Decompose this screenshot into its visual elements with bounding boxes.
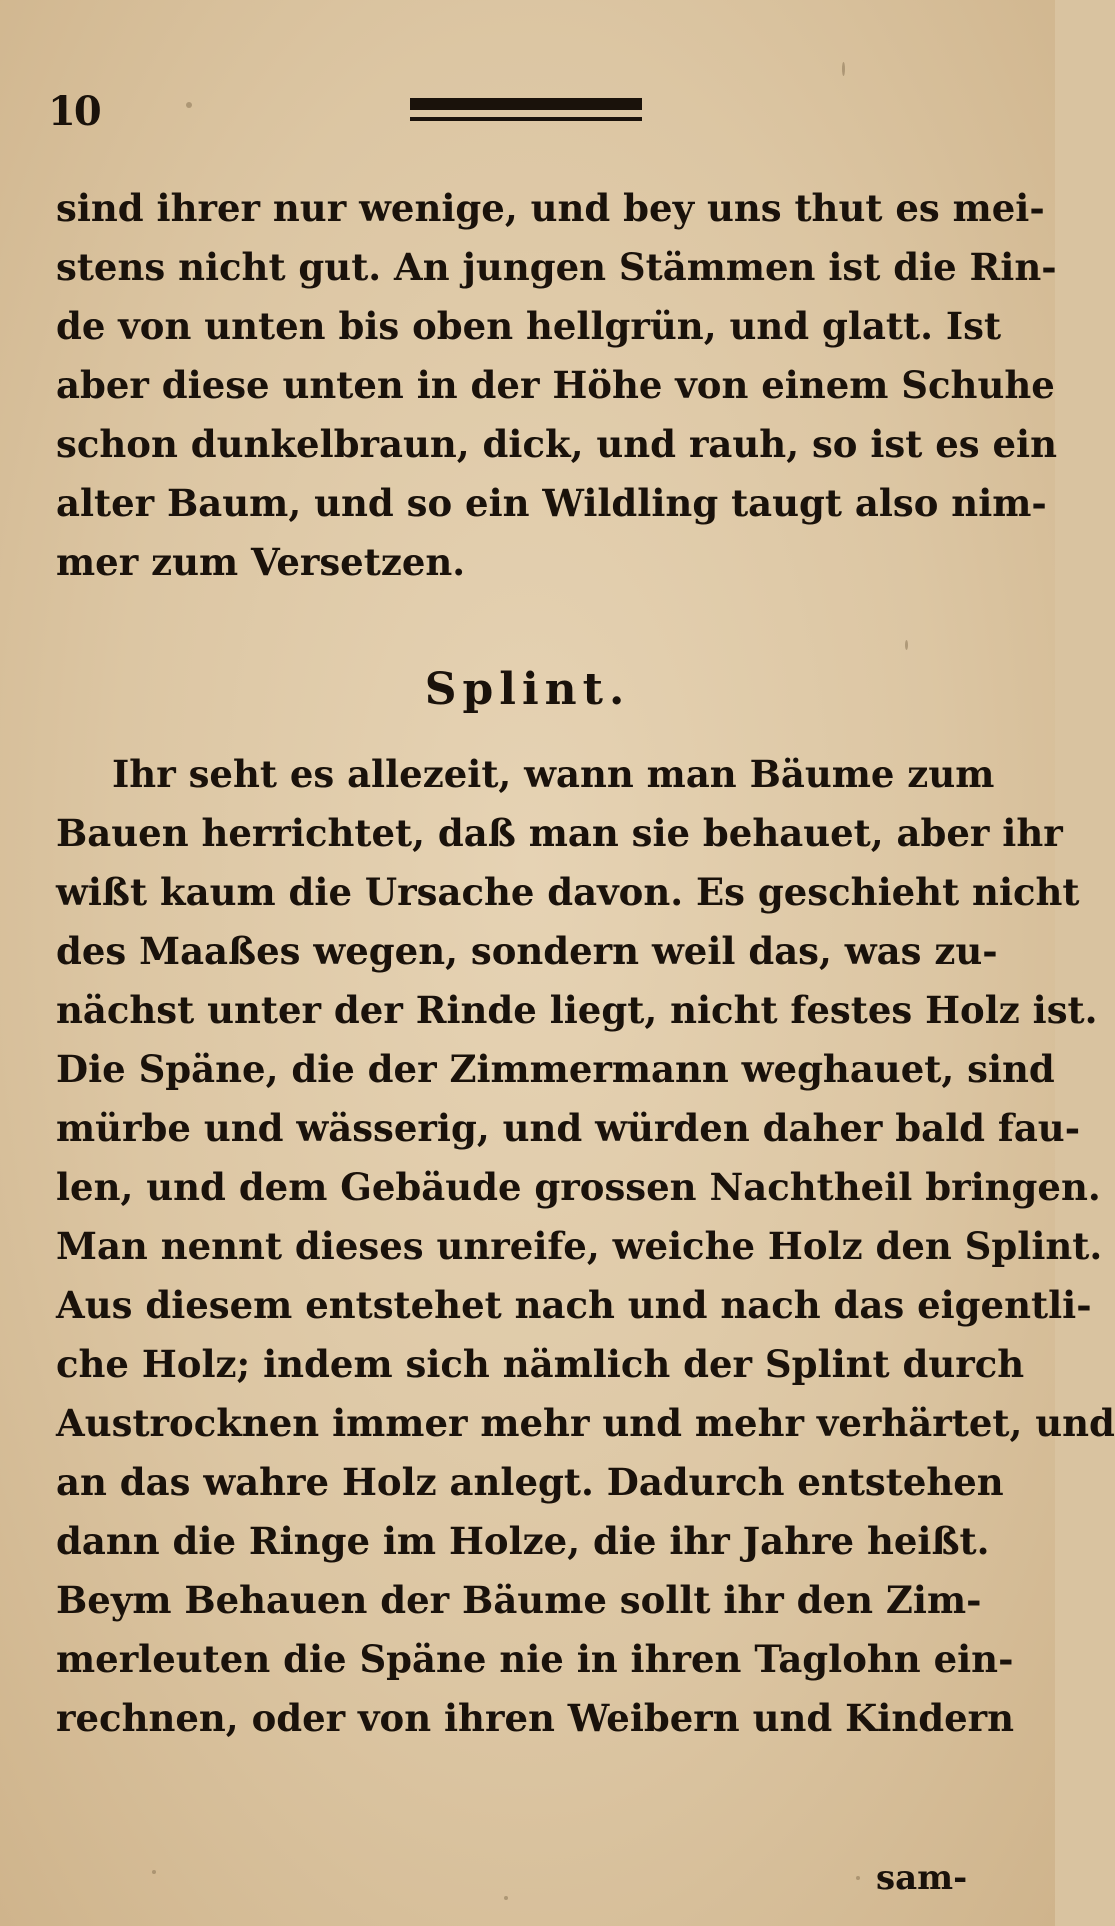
page-number: 10 xyxy=(48,88,100,135)
text-line: Beym Behauen der Bäume sollt ihr den Zim- xyxy=(56,1578,982,1622)
text-line: Man nennt dieses unreife, weiche Holz den Splint. xyxy=(56,1224,1103,1268)
text-line: merleuten die Späne nie in ihren Taglohn ein- xyxy=(56,1637,1014,1681)
text-line: de von unten bis oben hellgrün, und glatt. Ist xyxy=(56,304,1002,348)
text-line: nächst unter der Rinde liegt, nicht festes Holz ist. xyxy=(56,988,1098,1032)
paper-speck xyxy=(842,62,845,76)
header-rule-thin xyxy=(410,117,642,121)
paper-speck xyxy=(152,1870,156,1874)
text-line: alter Baum, und so ein Wildling taugt also nim- xyxy=(56,481,1047,525)
text-line: wißt kaum die Ursache davon. Es geschieht nicht xyxy=(56,870,1080,914)
text-line: sind ihrer nur wenige, und bey uns thut es mei- xyxy=(56,186,1045,230)
paper-speck xyxy=(186,102,192,108)
text-line: Ihr seht es allezeit, wann man Bäume zum xyxy=(112,752,995,796)
text-line: rechnen, oder von ihren Weibern und Kindern xyxy=(56,1696,1015,1740)
text-line: Austrocknen immer mehr und mehr verhärtet, und xyxy=(56,1401,1115,1445)
text-line: mer zum Versetzen. xyxy=(56,540,466,584)
text-line: len, und dem Gebäude grossen Nachtheil bringen. xyxy=(56,1165,1101,1209)
catchword: sam- xyxy=(876,1858,968,1898)
text-line: schon dunkelbraun, dick, und rauh, so ist es ein xyxy=(56,422,1057,466)
paper-speck xyxy=(856,1876,860,1880)
text-line: Aus diesem entstehet nach und nach das eigentli- xyxy=(56,1283,1092,1327)
text-line: aber diese unten in der Höhe von einem Schuhe xyxy=(56,363,1055,407)
section-heading: Splint. xyxy=(424,664,631,715)
text-line: Bauen herrichtet, daß man sie behauet, aber ihr xyxy=(56,811,1063,855)
paper-speck xyxy=(905,640,908,650)
paper-speck xyxy=(504,1896,508,1900)
header-rule-thick xyxy=(410,98,642,110)
text-line: an das wahre Holz anlegt. Dadurch entstehen xyxy=(56,1460,1004,1504)
text-line: des Maaßes wegen, sondern weil das, was zu- xyxy=(56,929,998,973)
text-line: Die Späne, die der Zimmermann weghauet, sind xyxy=(56,1047,1055,1091)
text-line: che Holz; indem sich nämlich der Splint durch xyxy=(56,1342,1025,1386)
text-line: dann die Ringe im Holze, die ihr Jahre heißt. xyxy=(56,1519,990,1563)
text-line: stens nicht gut. An jungen Stämmen ist die Rin- xyxy=(56,245,1057,289)
text-line: mürbe und wässerig, und würden daher bald fau- xyxy=(56,1106,1081,1150)
